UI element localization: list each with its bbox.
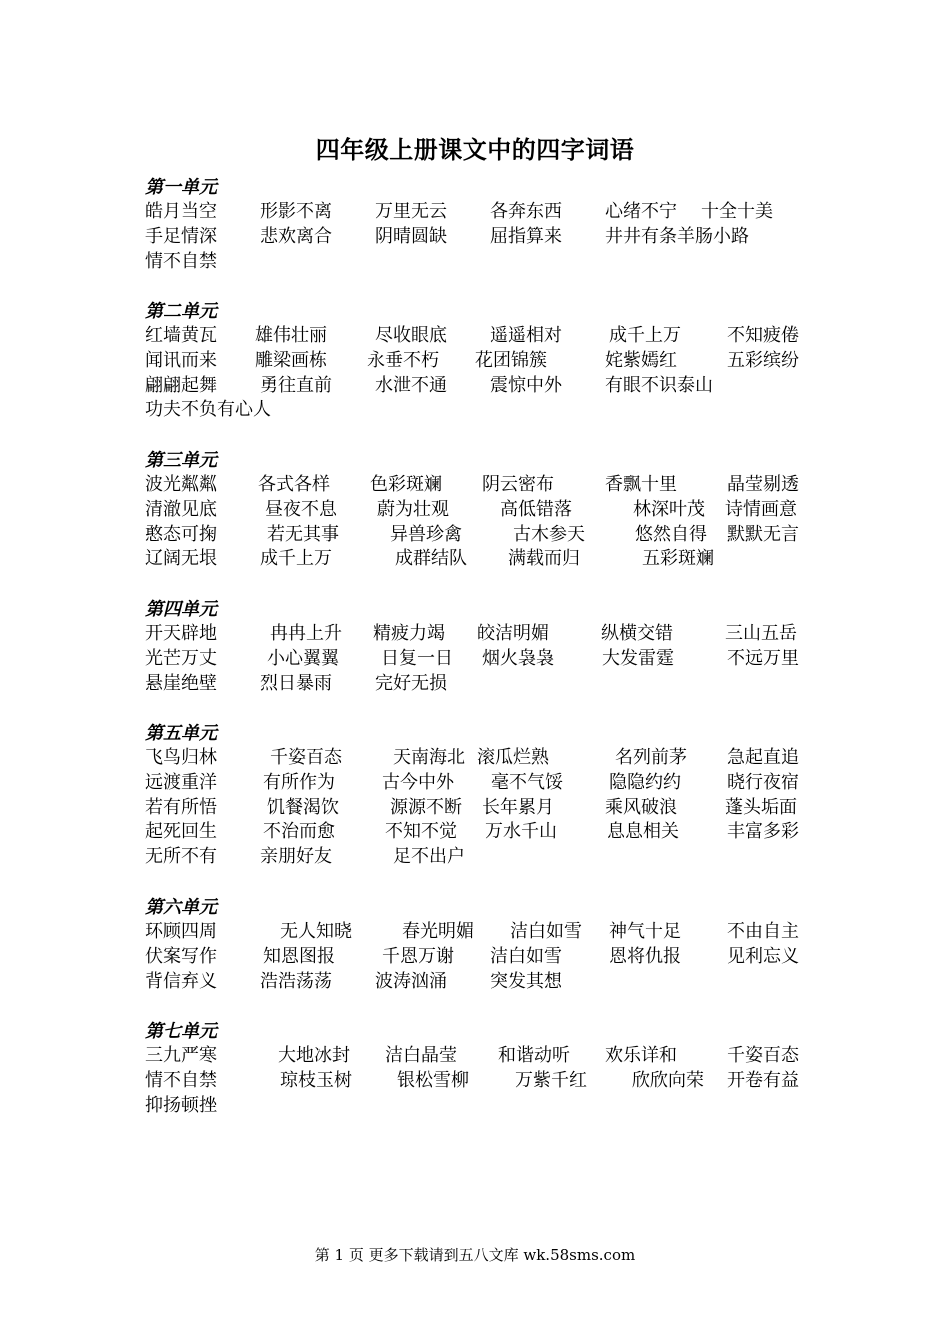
idiom-word: 三山五岳 xyxy=(725,623,797,644)
word-row xyxy=(145,771,825,796)
idiom-word: 和谐动听 xyxy=(498,1045,570,1066)
idiom-word: 若无其事 xyxy=(267,523,339,545)
idiom-word: 憨态可掬 xyxy=(145,523,217,545)
idiom-word: 滚瓜烂熟 xyxy=(477,747,549,768)
word-row xyxy=(145,324,825,349)
idiom-word: 花团锦簇 xyxy=(475,349,547,371)
word-row xyxy=(145,374,825,399)
idiom-word: 千恩万谢 xyxy=(382,945,454,967)
idiom-word: 勇往直前 xyxy=(260,374,332,396)
unit-section xyxy=(145,449,825,572)
unit-section xyxy=(145,598,825,696)
idiom-word: 万水千山 xyxy=(485,821,557,843)
word-row xyxy=(145,547,825,572)
page-title: 四年级上册课文中的四字词语 xyxy=(315,135,635,164)
idiom-word: 雄伟壮丽 xyxy=(255,325,327,346)
idiom-word: 五彩斑斓 xyxy=(642,548,714,570)
idiom-word: 不由自主 xyxy=(727,921,799,942)
idiom-word: 万里无云 xyxy=(375,201,447,222)
idiom-word: 林深叶茂 xyxy=(633,498,705,520)
unit-heading: 第二单元 xyxy=(145,301,217,322)
idiom-word: 功夫不负有心人 xyxy=(145,399,271,421)
unit-heading: 第五单元 xyxy=(145,723,217,744)
idiom-word: 烈日暴雨 xyxy=(260,672,332,694)
unit-section xyxy=(145,176,825,274)
idiom-word: 昼夜不息 xyxy=(265,498,337,520)
word-row xyxy=(145,225,825,250)
idiom-word: 欣欣向荣 xyxy=(632,1069,704,1091)
idiom-word: 远渡重洋 xyxy=(145,771,217,793)
idiom-word: 晓行夜宿 xyxy=(727,771,799,793)
idiom-word: 日复一日 xyxy=(381,647,453,669)
idiom-word: 丰富多彩 xyxy=(727,821,799,843)
word-row xyxy=(145,523,825,548)
idiom-word: 恩将仇报 xyxy=(609,945,681,967)
word-row xyxy=(145,796,825,821)
idiom-word: 琼枝玉树 xyxy=(280,1069,352,1091)
idiom-word: 水泄不通 xyxy=(375,374,447,396)
unit-heading: 第三单元 xyxy=(145,450,217,471)
idiom-word: 不远万里 xyxy=(727,647,799,669)
idiom-word: 各奔东西 xyxy=(490,201,562,222)
idiom-word: 春光明媚 xyxy=(402,921,474,942)
idiom-word: 色彩斑斓 xyxy=(370,474,442,495)
unit-section xyxy=(145,1020,825,1118)
idiom-word: 情不自禁 xyxy=(145,1069,217,1091)
idiom-word: 古今中外 xyxy=(382,771,454,793)
idiom-word: 千姿百态 xyxy=(727,1045,799,1066)
idiom-word: 晶莹剔透 xyxy=(727,474,799,495)
unit-heading: 第七单元 xyxy=(145,1021,217,1042)
page-footer: 第 1 页 更多下载请到五八文库 wk.58sms.com xyxy=(314,1246,636,1264)
unit-heading: 第一单元 xyxy=(145,177,217,198)
idiom-word: 遥遥相对 xyxy=(490,325,562,346)
idiom-word: 蔚为壮观 xyxy=(377,498,449,520)
idiom-word: 乘风破浪 xyxy=(605,796,677,818)
idiom-word: 香飘十里 xyxy=(605,474,677,495)
idiom-word: 若有所悟 xyxy=(145,796,217,818)
idiom-word: 悬崖绝壁 xyxy=(145,672,217,694)
idiom-word: 起死回生 xyxy=(145,821,217,843)
idiom-word: 闻讯而来 xyxy=(145,349,217,371)
idiom-word: 万紫千红 xyxy=(515,1069,587,1091)
idiom-word: 长年累月 xyxy=(482,796,554,818)
unit-section xyxy=(145,300,825,423)
idiom-word: 古木参天 xyxy=(513,523,585,545)
word-row xyxy=(145,1044,825,1069)
word-row xyxy=(145,200,825,225)
idiom-word: 默默无言 xyxy=(727,523,799,545)
idiom-word: 波光粼粼 xyxy=(145,474,217,495)
idiom-word: 五彩缤纷 xyxy=(727,349,799,371)
word-row xyxy=(145,647,825,672)
idiom-word: 皓月当空 xyxy=(145,201,217,222)
idiom-word: 大地冰封 xyxy=(278,1045,350,1066)
idiom-word: 高低错落 xyxy=(500,498,572,520)
idiom-word: 抑扬顿挫 xyxy=(145,1094,217,1116)
idiom-word: 欢乐详和 xyxy=(605,1045,677,1066)
word-row xyxy=(145,250,825,275)
idiom-word: 隐隐约约 xyxy=(609,771,681,793)
idiom-word: 成千上万 xyxy=(260,548,332,570)
idiom-word: 阴晴圆缺 xyxy=(375,225,447,247)
idiom-word: 亲朋好友 xyxy=(260,846,332,868)
word-row xyxy=(145,920,825,945)
unit-section xyxy=(145,896,825,994)
idiom-word: 冉冉上升 xyxy=(270,623,342,644)
idiom-word: 清澈见底 xyxy=(145,498,217,520)
idiom-word: 光芒万丈 xyxy=(145,647,217,669)
word-row xyxy=(145,746,825,771)
idiom-word: 开天辟地 xyxy=(145,623,217,644)
idiom-word: 成群结队 xyxy=(395,548,467,570)
idiom-word: 阴云密布 xyxy=(482,474,554,495)
idiom-word: 开卷有益 xyxy=(727,1069,799,1091)
idiom-word: 银松雪柳 xyxy=(397,1069,469,1091)
idiom-word: 知恩图报 xyxy=(263,945,335,967)
word-row xyxy=(145,498,825,523)
idiom-word: 十全十美 xyxy=(701,201,773,222)
idiom-word: 满载而归 xyxy=(508,548,580,570)
idiom-word: 手足情深 xyxy=(145,225,217,247)
idiom-word: 辽阔无垠 xyxy=(145,548,217,570)
idiom-word: 足不出户 xyxy=(393,846,465,868)
idiom-word: 无人知晓 xyxy=(280,921,352,942)
idiom-word: 千姿百态 xyxy=(270,747,342,768)
idiom-word: 情不自禁 xyxy=(145,250,217,272)
idiom-word: 纵横交错 xyxy=(601,623,673,644)
idiom-word: 大发雷霆 xyxy=(602,647,674,669)
idiom-word: 蓬头垢面 xyxy=(725,796,797,818)
word-row xyxy=(145,473,825,498)
idiom-word: 小心翼翼 xyxy=(267,647,339,669)
idiom-word: 红墙黄瓦 xyxy=(145,325,217,346)
idiom-word: 精疲力竭 xyxy=(373,623,445,644)
idiom-word: 三九严寒 xyxy=(145,1045,217,1066)
idiom-word: 背信弃义 xyxy=(145,970,217,992)
idiom-word: 皎洁明媚 xyxy=(477,623,549,644)
word-row xyxy=(145,1094,825,1119)
idiom-word: 急起直追 xyxy=(727,747,799,768)
word-row xyxy=(145,845,825,870)
word-row xyxy=(145,398,825,423)
idiom-word: 源源不断 xyxy=(390,796,462,818)
idiom-word: 成千上万 xyxy=(609,325,681,346)
idiom-word: 浩浩荡荡 xyxy=(260,970,332,992)
idiom-word: 见利忘义 xyxy=(727,945,799,967)
idiom-word: 烟火袅袅 xyxy=(482,647,554,669)
idiom-word: 心绪不宁 xyxy=(605,201,677,222)
idiom-word: 翩翩起舞 xyxy=(145,374,217,396)
idiom-word: 雕梁画栋 xyxy=(255,349,327,371)
idiom-word: 有所作为 xyxy=(263,771,335,793)
idiom-word: 洁白如雪 xyxy=(490,945,562,967)
idiom-word: 息息相关 xyxy=(607,821,679,843)
idiom-word: 不知不觉 xyxy=(385,821,457,843)
idiom-word: 永垂不朽 xyxy=(367,349,439,371)
idiom-word: 突发其想 xyxy=(490,970,562,992)
idiom-word: 异兽珍禽 xyxy=(390,523,462,545)
unit-heading: 第四单元 xyxy=(145,599,217,620)
idiom-word: 洁白如雪 xyxy=(510,921,582,942)
idiom-word: 形影不离 xyxy=(260,201,332,222)
idiom-word: 姹紫嫣红 xyxy=(605,349,677,371)
idiom-word: 各式各样 xyxy=(258,474,330,495)
idiom-word: 洁白晶莹 xyxy=(385,1045,457,1066)
idiom-word: 毫不气馁 xyxy=(491,771,563,793)
idiom-word: 有眼不识泰山 xyxy=(605,374,713,396)
idiom-word: 诗情画意 xyxy=(725,498,797,520)
unit-section xyxy=(145,722,825,870)
word-row xyxy=(145,820,825,845)
word-row xyxy=(145,1069,825,1094)
idiom-word: 羊肠小路 xyxy=(677,225,749,247)
idiom-word: 波涛汹涌 xyxy=(375,970,447,992)
idiom-word: 悠然自得 xyxy=(635,523,707,545)
idiom-word: 名列前茅 xyxy=(615,747,687,768)
unit-heading: 第六单元 xyxy=(145,897,217,918)
idiom-word: 井井有条 xyxy=(605,225,677,247)
idiom-word: 屈指算来 xyxy=(490,225,562,247)
idiom-word: 悲欢离合 xyxy=(260,225,332,247)
idiom-word: 不治而愈 xyxy=(263,821,335,843)
idiom-word: 完好无损 xyxy=(375,672,447,694)
idiom-word: 不知疲倦 xyxy=(727,325,799,346)
idiom-word: 环顾四周 xyxy=(145,921,217,942)
idiom-word: 饥餐渴饮 xyxy=(267,796,339,818)
idiom-word: 天南海北 xyxy=(393,747,465,768)
word-row xyxy=(145,622,825,647)
idiom-word: 神气十足 xyxy=(609,921,681,942)
word-row xyxy=(145,349,825,374)
word-row xyxy=(145,970,825,995)
idiom-word: 伏案写作 xyxy=(145,945,217,967)
idiom-word: 飞鸟归林 xyxy=(145,747,217,768)
word-row xyxy=(145,945,825,970)
idiom-word: 无所不有 xyxy=(145,846,217,868)
idiom-word: 尽收眼底 xyxy=(375,325,447,346)
idiom-word: 震惊中外 xyxy=(490,374,562,396)
word-row xyxy=(145,672,825,697)
